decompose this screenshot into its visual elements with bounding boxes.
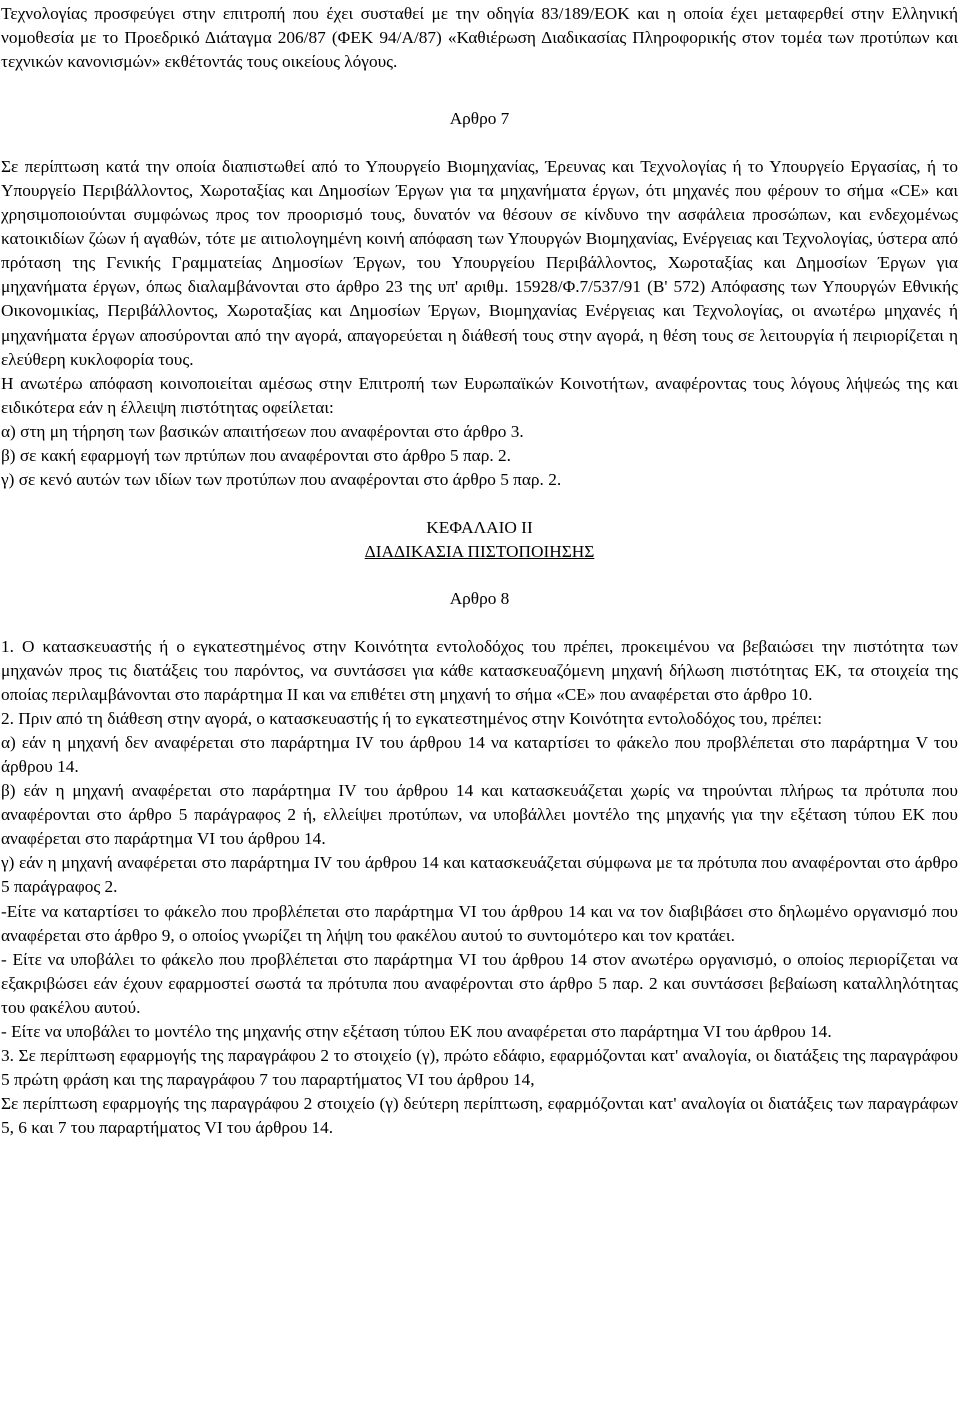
- chapter-title: ΚΕΦΑΛΑΙΟ ΙΙ: [426, 517, 533, 537]
- article-8-item-b: β) εάν η μηχανή αναφέρεται στο παράρτημα IV του άρθρου 14 και κατασκευάζεται χωρίς να τηρούνται πλήρως τα πρότυπα που αναφέρονται στο άρθρο 5 παράγραφος 2 ή, ελλείψει προτύπων, να υποβάλλει μοντέλο της μηχανής για την εξέταση τύπου ΕΚ που αναφέρεται στο παράρτημα VI του άρθρου 14.: [1, 781, 958, 849]
- article-7-heading: Αρθρο 7: [449, 109, 510, 129]
- article-8-paragraph-2: 2. Πριν από τη διάθεση στην αγορά, ο κατασκευαστής ή το εγκατεστημένος στην Κοινότητα εντολοδόχος του, πρέπει:: [1, 709, 823, 729]
- article-8-body: [1, 635, 958, 1140]
- chapter-subtitle: ΔΙΑΔΙΚΑΣΙΑ ΠΙΣΤΟΠΟΙΗΣΗΣ: [364, 541, 595, 561]
- article-8-option-3: - Είτε να υποβάλει το μοντέλο της μηχανής στην εξέταση τύπου ΕΚ που αναφέρεται στο παράρτημα VI του άρθρου 14.: [1, 1021, 832, 1041]
- article-7-item-b: β) σε κακή εφαρμογή των πρτύπων που αναφέρονται στο άρθρο 5 παρ. 2.: [1, 445, 511, 465]
- article-8-paragraph-1: 1. Ο κατασκευαστής ή ο εγκατεστημένος στην Κοινότητα εντολοδόχος του πρέπει, προκειμένου να βεβαιώσει την πιστότητα των μηχανών προς τις διατάξεις του παρόντος, να συντάσσει για κάθε κατασκευαζόμενη μηχανή δήλωση πιστότητας ΕΚ, τα στοιχεία της οποίας περιλαμβάνονται στο παράρτημα ΙΙ και να επιθέτει στη μηχανή το σήμα «CE» που αναφέρεται στο άρθρο 10.: [1, 636, 958, 705]
- article-7-item-a: α) στη μη τήρηση των βασικών απαιτήσεων που αναφέρονται στο άρθρο 3.: [1, 421, 524, 441]
- article-7-paragraph-1: Σε περίπτωση κατά την οποία διαπιστωθεί από το Υπουργείο Βιομηχανίας, Έρευνας και Τεχνολογίας ή το Υπουργείο Εργασίας, ή το Υπουργείο Περιβάλλοντος, Χωροταξίας και Δημοσίων Έργων για τα μηχανήματα έργων, ότι μηχανές που φέρουν το σήμα «CE» και χρησιμοποιούνται συμφώνως προς τον προορισμό τους, δυνατόν να θέσουν σε κίνδυνο την ασφάλεια προσώπων, και ενδεχομένως κατοικιδίων ζώων ή αγαθών, τότε με αιτιολογημένη κοινή απόφαση των Υπουργών Βιομηχανίας, Ενέργειας και Τεχνολογίας, ύστερα από πρόταση της Γενικής Γραμματείας Δημοσίων Έργων, του Υπουργείου Περιβάλλοντος, Χωροταξίας και Δημοσίων Έργων για μηχανήματα έργων, όπως διαλαμβάνονται στο άρθρο 23 της υπ' αριθμ. 15928/Φ.7/537/91 (Β' 572) Απόφασης των Υπουργών Εθνικής Οικονομικίας, Περιβάλλοντος, Χωροταξίας και Δημοσίων Έργων, Βιομηχανίας Ενέργειας και Τεχνολογίας, οι ανωτέρω μηχανές ή μηχανήματα έργων αποσύρονται από την αγορά, απαγορεύεται η διάθεσή τους στην αγορά, η θέση τους σε λειτουργία ή πειριορίζεται η ελεύθερη κυκλοφορία τους.: [1, 157, 958, 369]
- article-8-heading: Αρθρο 8: [449, 588, 510, 608]
- chapter-subtitle-line: [1, 540, 958, 564]
- article-7-item-c: γ) σε κενό αυτών των ιδίων των προτύπων που αναφέρονται στο άρθρο 5 παρ. 2.: [1, 469, 562, 489]
- article-8-option-1: -Είτε να καταρτίσει το φάκελο που προβλέπεται στο παράρτημα VI του άρθρου 14 και να τον διαβιβάσει στο δηλωμένο οργανισμό που αναφέρεται στο άρθρο 9, ο οποίος γνωρίζει τη λήψη του φακέλου αυτού το συντομότερο και τον κρατάει.: [1, 901, 958, 945]
- article-8-option-2: - Είτε να υποβάλει το φάκελο που προβλέπεται στο παράρτημα VI του άρθρου 14 στον ανωτέρω οργανισμό, ο οποίος περιορίζεται να εξακριβώσει εάν έχουν εφαρμοστεί σωστά τα πρότυπα που αναφέρονται στο άρθρο 5 παρ. 2 και συντάσσει βεβαίωση καταλληλότητας του φακέλου αυτού.: [1, 949, 958, 1017]
- intro-paragraph: Τεχνολογίας προσφεύγει στην επιτροπή που έχει συσταθεί με την οδηγία 83/189/ΕΟΚ και η οποία έχει μεταφερθεί στην Ελληνική νομοθεσία με το Προεδρικό Διάταγμα 206/87 (ΦΕΚ 94/Α/87) «Καθιέρωση Διαδικασίας Πληροφορικής στον τομέα των προτύπων και τεχνικών κανονισμών» εκθέτοντάς τους οικείους λόγους.: [1, 4, 958, 72]
- article-7-body: [1, 155, 958, 492]
- article-7-paragraph-2: Η ανωτέρω απόφαση κοινοποιείται αμέσως στην Επιτροπή των Ευρωπαϊκών Κοινοτήτων, αναφέροντας τους λόγους λήψεώς της και ειδικότερα εάν η έλλειψη πιστότητας οφείλεται:: [1, 373, 958, 417]
- article-8-paragraph-3: 3. Σε περίπτωση εφαρμογής της παραγράφου 2 το στοιχείο (γ), πρώτο εδάφιο, εφαρμόζονται κατ' αναλογία, οι διατάξεις της παραγράφου 5 πρώτη φράση και της παραγράφου 7 του παραρτήματος VI του άρθρου 14,: [1, 1045, 958, 1089]
- article-8-paragraph-4: Σε περίπτωση εφαρμογής της παραγράφου 2 στοιχείο (γ) δεύτερη περίπτωση, εφαρμόζονται κατ' αναλογία οι διατάξεις των παραγράφων 5, 6 και 7 του παραρτήματος VI του άρθρου 14.: [1, 1093, 958, 1137]
- article-8-item-a: α) εάν η μηχανή δεν αναφέρεται στο παράρτημα IV του άρθρου 14 να καταρτίσει το φάκελο που προβλέπεται στο παράρτημα V του άρθρου 14.: [1, 733, 958, 777]
- article-8-item-c: γ) εάν η μηχανή αναφέρεται στο παράρτημα IV του άρθρου 14 και κατασκευάζεται σύμφωνα με τα πρότυπα που αναφέρονται στο άρθρο 5 παράγραφος 2.: [1, 853, 958, 897]
